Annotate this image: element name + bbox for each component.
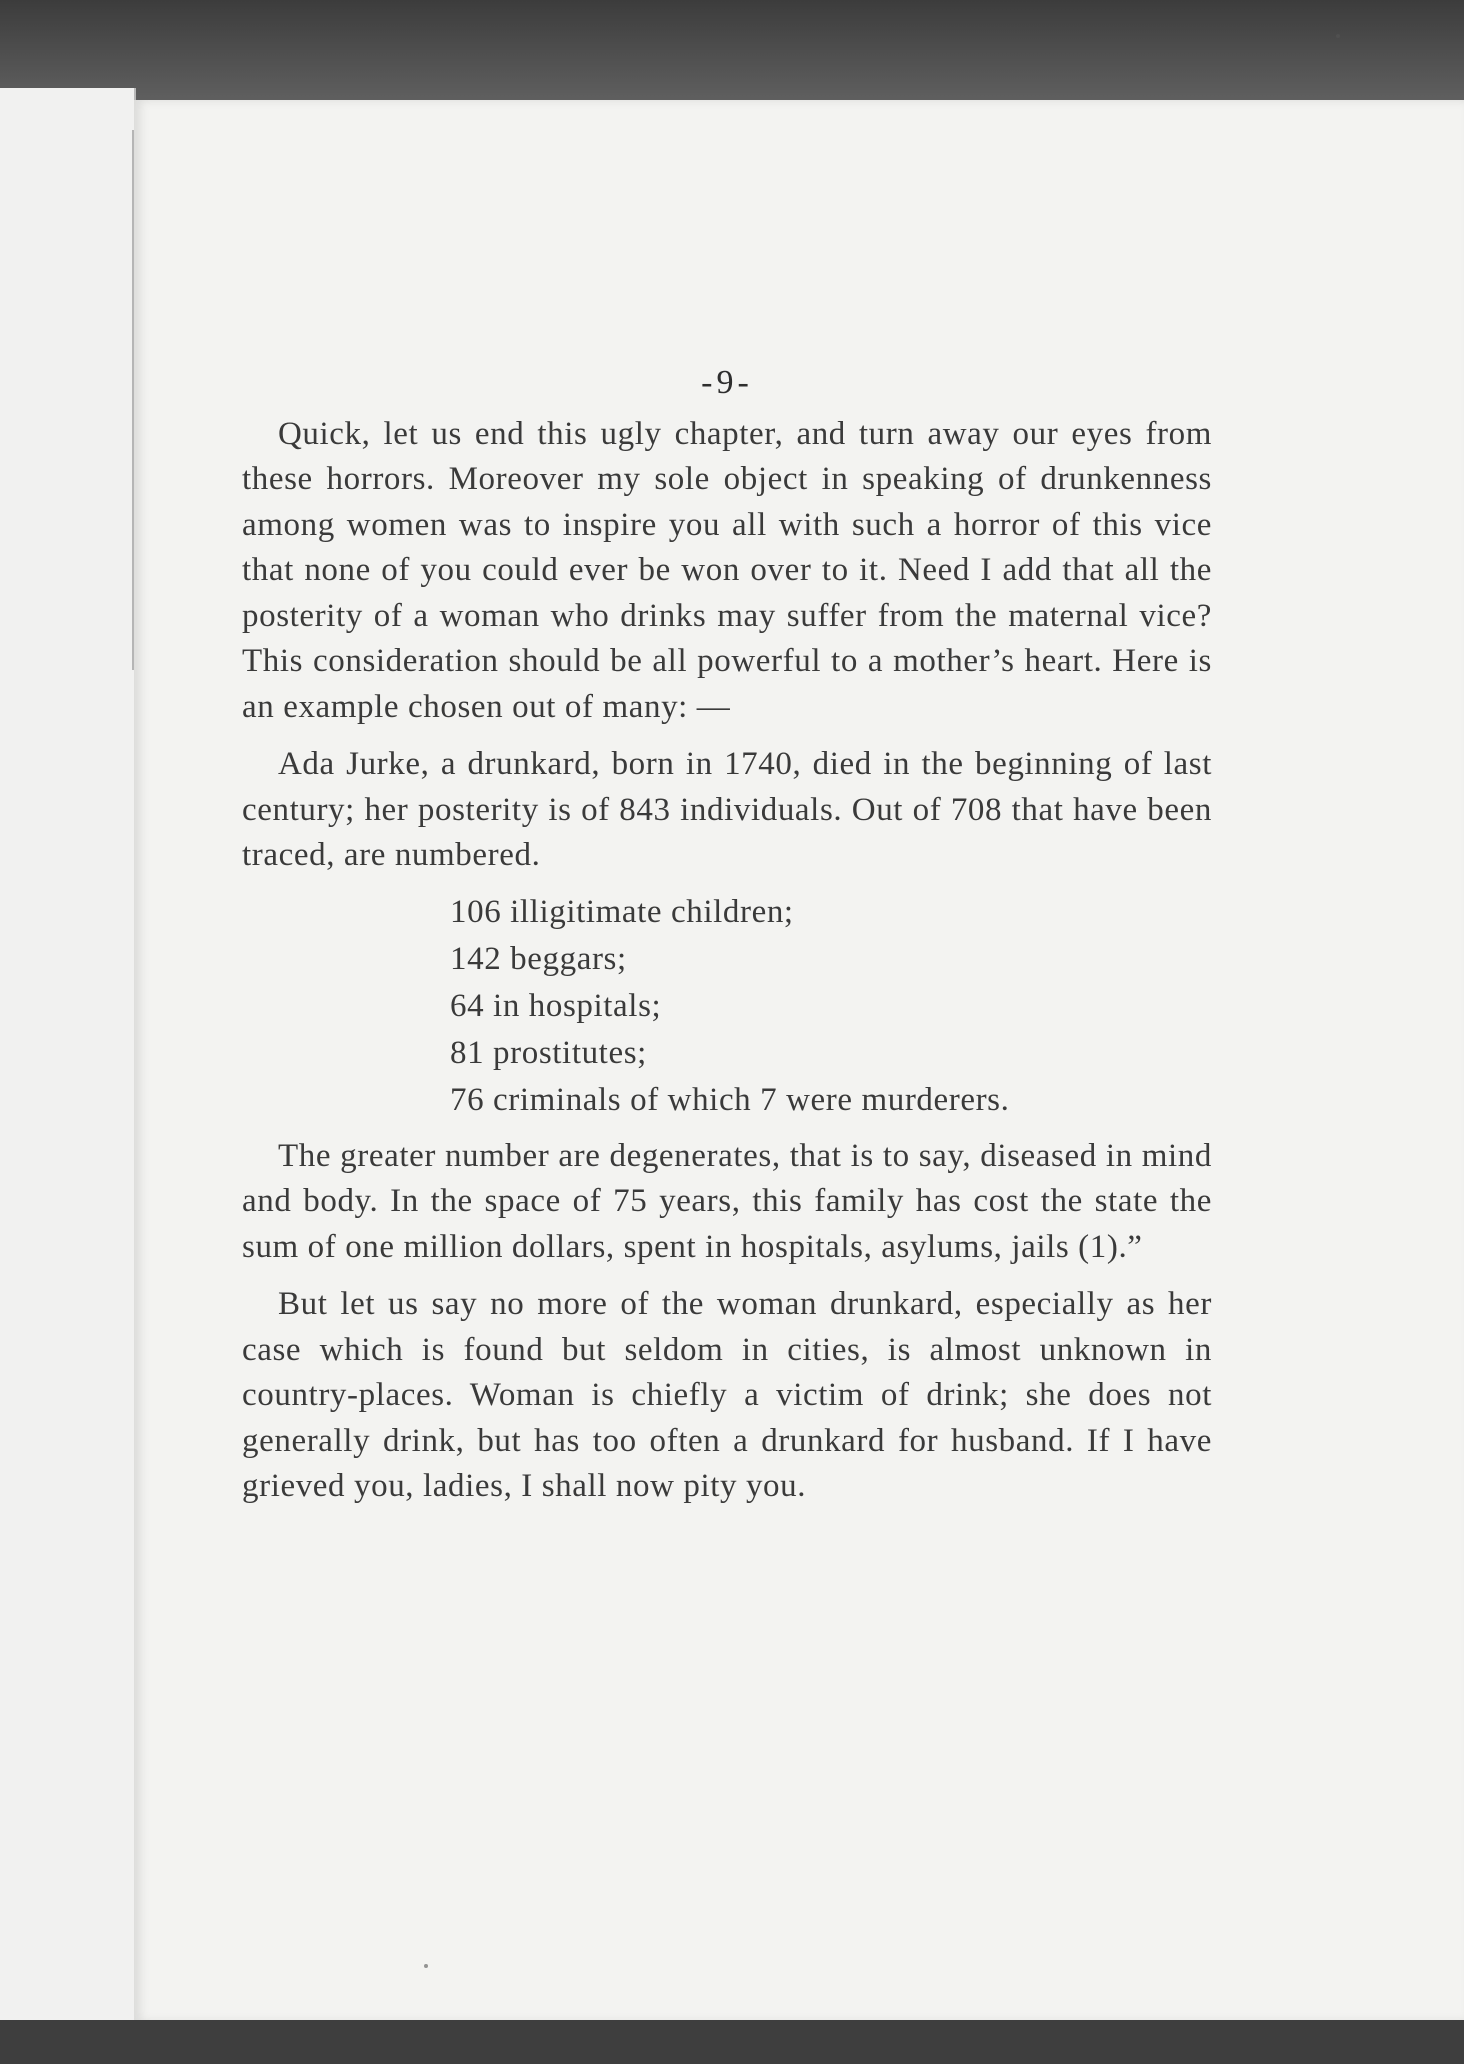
facing-page-edge — [0, 88, 136, 2030]
statistics-item: 81 prostitutes; — [450, 1034, 647, 1071]
statistics-item: 142 beggars; — [450, 940, 627, 977]
scan-speck — [1336, 34, 1340, 38]
paragraph-closing: But let us say no more of the woman drunkard, especially as her case which is found but seldom in cities, is almost unknown in country-places. Woman is chiefly a victim of drink; she does not generally drink, but has too often a drunkard for husband. If I have grieved you, ladies, I shall now pity you. — [242, 1286, 1212, 1504]
scanner-background-bottom — [0, 2020, 1464, 2064]
paragraph-intro: Quick, let us end this ugly chapter, and turn away our eyes from these horrors. Moreover my sole object in speaking of drunkenness among women was to inspire you all with such a horror of this vice that none of you could ever be won over to it. Need I add that all the posterity of a woman who drinks may suffer from the maternal vice? This consideration should be all powerful to a mother’s heart. Here is an example chosen out of many: — — [242, 415, 1212, 725]
scan-speck — [424, 1964, 428, 1968]
paragraph-degenerates: The greater number are degenerates, that is to say, diseased in mind and body. In the space of 75 years, this family has cost the state the sum of one million dollars, spent in hospitals, asylums, jails (1).” — [242, 1137, 1212, 1265]
statistics-list — [242, 889, 1212, 1124]
page-text — [242, 360, 1212, 1522]
page-number: -9- — [701, 364, 753, 401]
statistics-item: 106 illigitimate children; — [450, 893, 794, 930]
statistics-item: 64 in hospitals; — [450, 987, 662, 1024]
paragraph-example: Ada Jurke, a drunkard, born in 1740, died in the beginning of last century; her posterity is of 843 individuals. Out of 708 that have been traced, are numbered. — [242, 746, 1212, 873]
statistics-item: 76 criminals of which 7 were murderers. — [450, 1081, 1010, 1118]
